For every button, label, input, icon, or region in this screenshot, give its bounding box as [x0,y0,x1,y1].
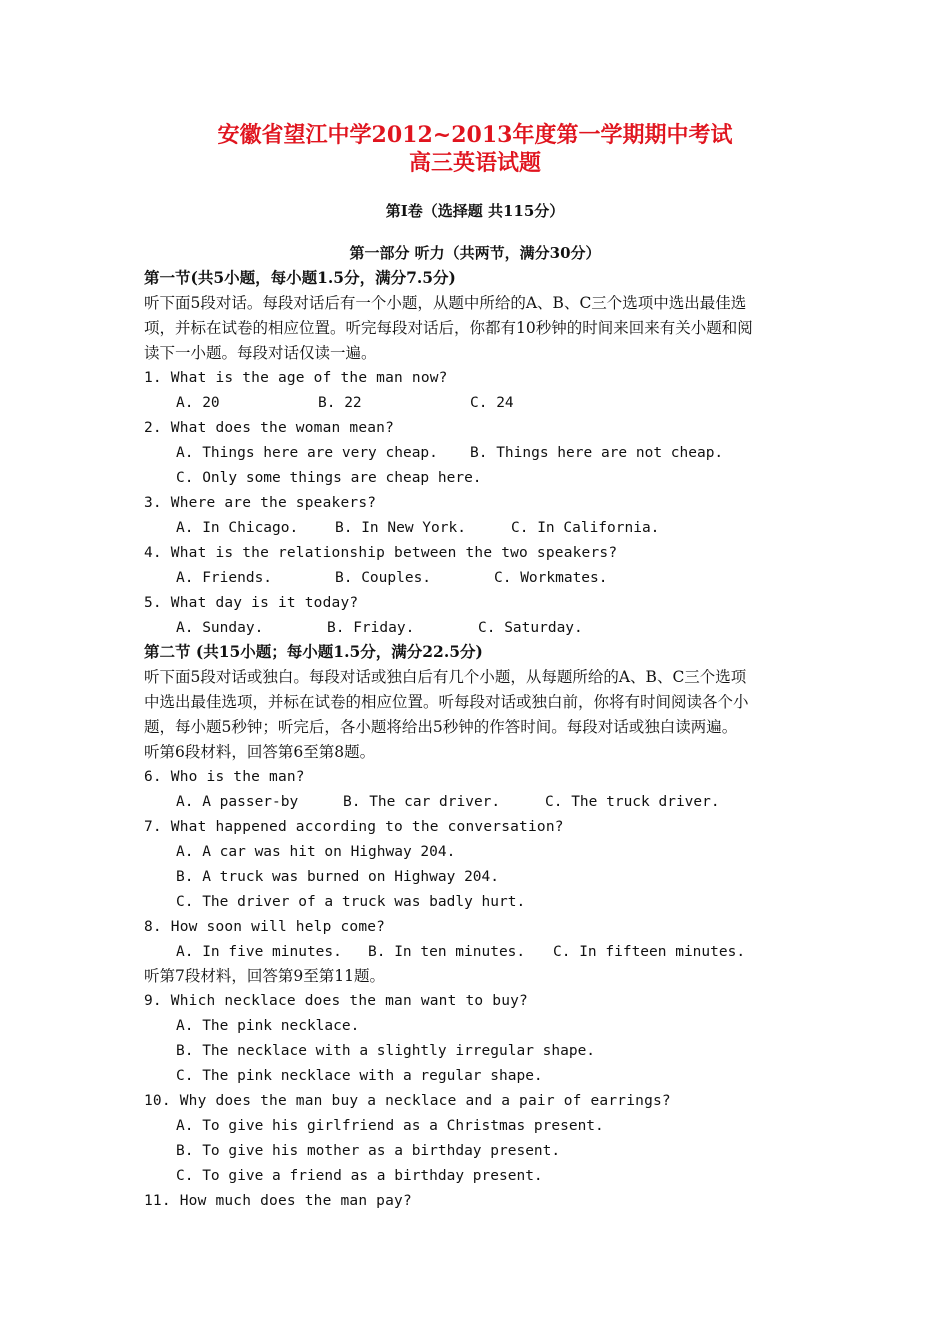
option-c: C. Only some things are cheap here. [176,470,482,486]
section1-heading: 第一节(共5小题，每小题1.5分，满分7.5分) [144,268,456,287]
option-a: A. In Chicago. [176,520,299,536]
question-7: 7. What happened according to the conversation? [144,819,564,835]
option-a: A. 20 [176,395,220,411]
exam-subtitle: 高三英语试题 [408,150,541,176]
option-b: B. In New York. [335,520,466,536]
section2-instruction-line: 中选出最佳选项，并标在试卷的相应位置。听每段对话或独白前，你将有时间阅读各个小 [144,693,749,711]
option-c: C. The pink necklace with a regular shape. [176,1068,543,1084]
option-c: C. 24 [470,395,514,411]
option-a: A. Things here are very cheap. [176,445,438,461]
option-b: B. 22 [318,395,362,411]
material-7-note: 听第7段材料，回答第9至第11题。 [144,967,385,985]
question-5: 5. What day is it today? [144,595,359,611]
option-b: B. Couples. [335,570,432,586]
section2-heading: 第二节 (共15小题；每小题1.5分，满分22.5分) [144,642,483,661]
option-b: B. In ten minutes. [368,944,526,960]
question-11: 11. How much does the man pay? [144,1193,412,1209]
option-c: C. Workmates. [494,570,608,586]
option-c: C. The driver of a truck was badly hurt. [176,894,526,910]
section2-instruction-line: 题，每小题5秒钟；听完后，各小题将给出5秒钟的作答时间。每段对话或独白读两遍。 [144,718,738,736]
option-c: C. In fifteen minutes. [553,944,746,960]
question-2: 2. What does the woman mean? [144,420,395,436]
section1-instruction-line: 读下一小题。每段对话仅读一遍。 [144,344,377,362]
section2-instruction-line: 听下面5段对话或独白。每段对话或独白后有几个小题，从每题所给的A、B、C三个选项 [144,668,747,686]
option-b: B. A truck was burned on Highway 204. [176,869,500,885]
option-b: B. To give his mother as a birthday present. [176,1143,561,1159]
option-c: C. To give a friend as a birthday present. [176,1168,543,1184]
option-a: A. In five minutes. [176,944,342,960]
question-6: 6. Who is the man? [144,769,305,785]
section1-instruction-line: 听下面5段对话。每段对话后有一个小题，从题中所给的A、B、C三个选项中选出最佳选 [144,294,747,312]
option-c: C. Saturday. [478,620,583,636]
question-10: 10. Why does the man buy a necklace and a pair of earrings? [144,1093,671,1109]
option-a: A. Sunday. [176,620,264,636]
option-b: B. The car driver. [343,794,501,810]
option-b: B. The necklace with a slightly irregular shape. [176,1043,596,1059]
part1-heading: 第一部分 听力（共两节，满分30分） [349,244,601,262]
option-b: B. Things here are not cheap. [470,445,724,461]
option-a: A. The pink necklace. [176,1018,360,1034]
option-c: C. In California. [511,520,660,536]
question-1: 1. What is the age of the man now? [144,370,448,386]
option-b: B. Friday. [327,620,415,636]
question-3: 3. Where are the speakers? [144,495,377,511]
section1-instruction-line: 项，并标在试卷的相应位置。听完每段对话后，你都有10秒钟的时间来回来有关小题和阅 [144,319,753,337]
question-4: 4. What is the relationship between the two speakers? [144,545,618,561]
option-a: A. To give his girlfriend as a Christmas present. [176,1118,604,1134]
material-6-note: 听第6段材料，回答第6至第8题。 [144,743,376,761]
option-c: C. The truck driver. [545,794,720,810]
option-a: A. A car was hit on Highway 204. [176,844,456,860]
volume-heading: 第Ⅰ卷（选择题 共115分） [385,202,565,220]
question-8: 8. How soon will help come? [144,919,386,935]
option-a: A. A passer-by [176,794,299,810]
question-9: 9. Which necklace does the man want to buy? [144,993,528,1009]
option-a: A. Friends. [176,570,273,586]
exam-title: 安徽省望江中学2012~2013年度第一学期期中考试 [217,122,733,148]
